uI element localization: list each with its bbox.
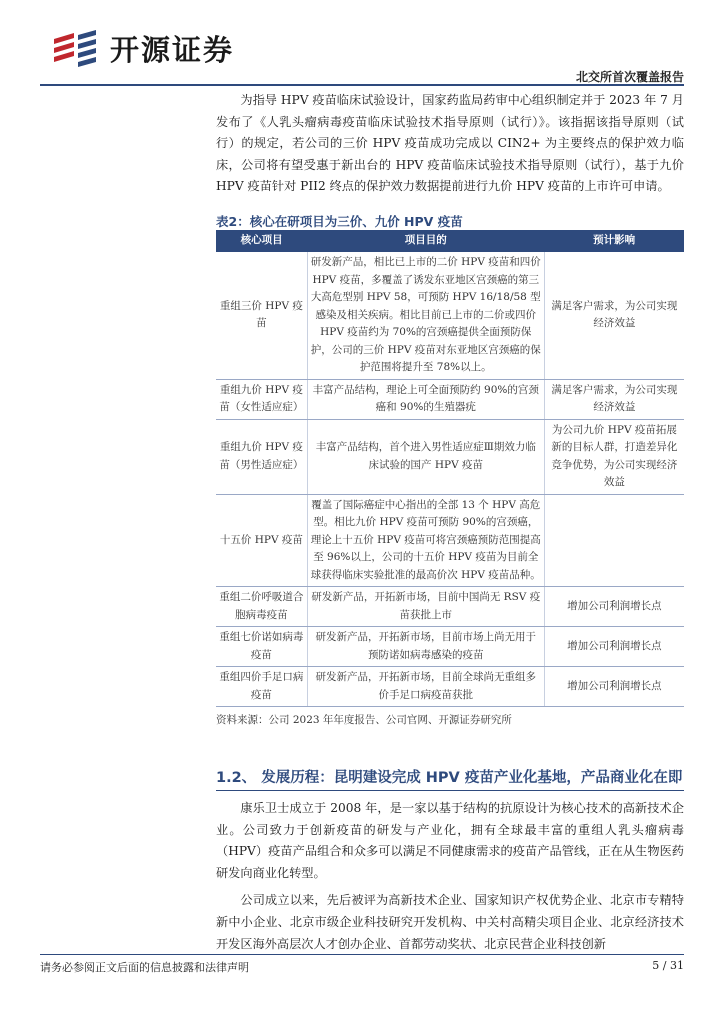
- table-header-row: [216, 230, 684, 252]
- table-row: [216, 587, 684, 627]
- history-paragraph-2: 公司成立以来，先后被评为高新技术企业、国家知识产权优势企业、北京市专精特新中小企业、北京市级企业科技研究开发机构、中关村高精尖项目企业、北京经济技术开发区海外高层次人才创办企业、首都劳动奖状、北京民营企业科技创新: [216, 893, 684, 951]
- kaiyuan-logo-icon: [48, 29, 104, 69]
- table-row: [216, 419, 684, 494]
- impact-cell: 增加公司利润增长点: [544, 627, 684, 667]
- impact-cell: 为公司九价 HPV 疫苗拓展新的目标人群，打造差异化竞争优势，为公司实现经济效益: [544, 419, 684, 494]
- footer-disclaimer: 请务必参阅正文后面的信息披露和法律声明: [40, 961, 249, 974]
- table-row: [216, 252, 684, 379]
- table-row: [216, 379, 684, 419]
- purpose-cell: 研发新产品，开拓新市场，目前中国尚无 RSV 疫苗获批上市: [307, 587, 544, 627]
- table-row: [216, 627, 684, 667]
- table-row: [216, 667, 684, 707]
- page-number: 5 / 31: [652, 959, 684, 972]
- impact-cell: 满足客户需求，为公司实现经济效益: [544, 252, 684, 379]
- header-divider: [40, 84, 684, 86]
- purpose-cell: 丰富产品结构，理论上可全面预防约 90%的宫颈癌和 90%的生殖器疣: [307, 379, 544, 419]
- intro-text: 为指导 HPV 疫苗临床试验设计，国家药监局药审中心组织制定并于 2023 年 7 月发布了《人乳头瘤病毒疫苗临床试验技术指导原则（试行）》。该指据该指导原则（试行）的规定，若公司的三价 HPV 疫苗成功完成以 CIN2+ 为主要终点的保护效力临床，公司将有望受惠于新出台的 HPV 疫苗临床试验技术指导原则（试行），基于九价 HPV 疫苗针对 PII2 终点的保护效力数据提前进行九价 HPV 疫苗的上市许可申请。: [216, 93, 684, 194]
- project-cell: 十五价 HPV 疫苗: [216, 494, 307, 587]
- impact-cell: 满足客户需求，为公司实现经济效益: [544, 379, 684, 419]
- project-cell: 重组四价手足口病疫苗: [216, 667, 307, 707]
- table-title: 表2：核心在研项目为三价、九价 HPV 疫苗: [216, 214, 463, 229]
- purpose-cell: 丰富产品结构，首个进入男性适应症Ⅲ期效力临床试验的国产 HPV 疫苗: [307, 419, 544, 494]
- project-cell: 重组七价诺如病毒疫苗: [216, 627, 307, 667]
- pipeline-table: [216, 230, 684, 707]
- section-divider: [216, 790, 684, 791]
- project-cell: 重组二价呼吸道合胞病毒疫苗: [216, 587, 307, 627]
- section-heading: 1.2、 发展历程：昆明建设完成 HPV 疫苗产业化基地，产品商业化在即: [216, 770, 683, 786]
- table-header-cell: 项目目的: [307, 230, 544, 252]
- project-cell: 重组三价 HPV 疫苗: [216, 252, 307, 379]
- history-paragraphs: [216, 798, 684, 955]
- table-row: [216, 494, 684, 587]
- project-cell: 重组九价 HPV 疫苗（男性适应症）: [216, 419, 307, 494]
- report-type: 北交所首次覆盖报告: [575, 70, 684, 84]
- brand-logo: [48, 28, 234, 69]
- purpose-cell: 研发新产品，开拓新市场，目前全球尚无重组多价手足口病疫苗获批: [307, 667, 544, 707]
- table-header-cell: 预计影响: [544, 230, 684, 252]
- intro-paragraph: [216, 90, 684, 198]
- logo-text: 开源证券: [110, 33, 235, 67]
- table-header-cell: 核心项目: [216, 230, 307, 252]
- page-header: [40, 18, 684, 84]
- impact-cell: [544, 494, 684, 587]
- impact-cell: 增加公司利润增长点: [544, 587, 684, 627]
- purpose-cell: 覆盖了国际癌症中心指出的全部 13 个 HPV 高危型。相比九价 HPV 疫苗可预防 90%的宫颈癌，理论上十五价 HPV 疫苗可将宫颈癌预防范围提高至 96%以上，公司的十五价 HPV 疫苗为目前全球获得临床实验批准的最高价次 HPV 疫苗品种。: [307, 494, 544, 587]
- footer-divider: [40, 954, 684, 955]
- purpose-cell: 研发新产品，开拓新市场，目前市场上尚无用于预防诺如病毒感染的疫苗: [307, 627, 544, 667]
- project-cell: 重组九价 HPV 疫苗（女性适应症）: [216, 379, 307, 419]
- table-source: 资料来源：公司 2023 年年度报告、公司官网、开源证券研究所: [216, 714, 512, 726]
- purpose-cell: 研发新产品，相比已上市的二价 HPV 疫苗和四价 HPV 疫苗，多覆盖了诱发东亚地区宫颈癌的第三大高危型别 HPV 58，可预防 HPV 16/18/58 型感染及相关疾病。相比目前已上市的二价或四价 HPV 疫苗约为 70%的宫颈癌提供全面预防保护，公司的三价 HPV 疫苗对东亚地区宫颈癌的保护范围将提升至 78%以上。: [307, 252, 544, 379]
- impact-cell: 增加公司利润增长点: [544, 667, 684, 707]
- history-paragraph-1: 康乐卫士成立于 2008 年，是一家以基于结构的抗原设计为核心技术的高新技术企业。公司致力于创新疫苗的研发与产业化，拥有全球最丰富的重组人乳头瘤病毒（HPV）疫苗产品组合和众多可以满足不同健康需求的疫苗产品管线，正在从生物医药研发向商业化转型。: [216, 801, 684, 880]
